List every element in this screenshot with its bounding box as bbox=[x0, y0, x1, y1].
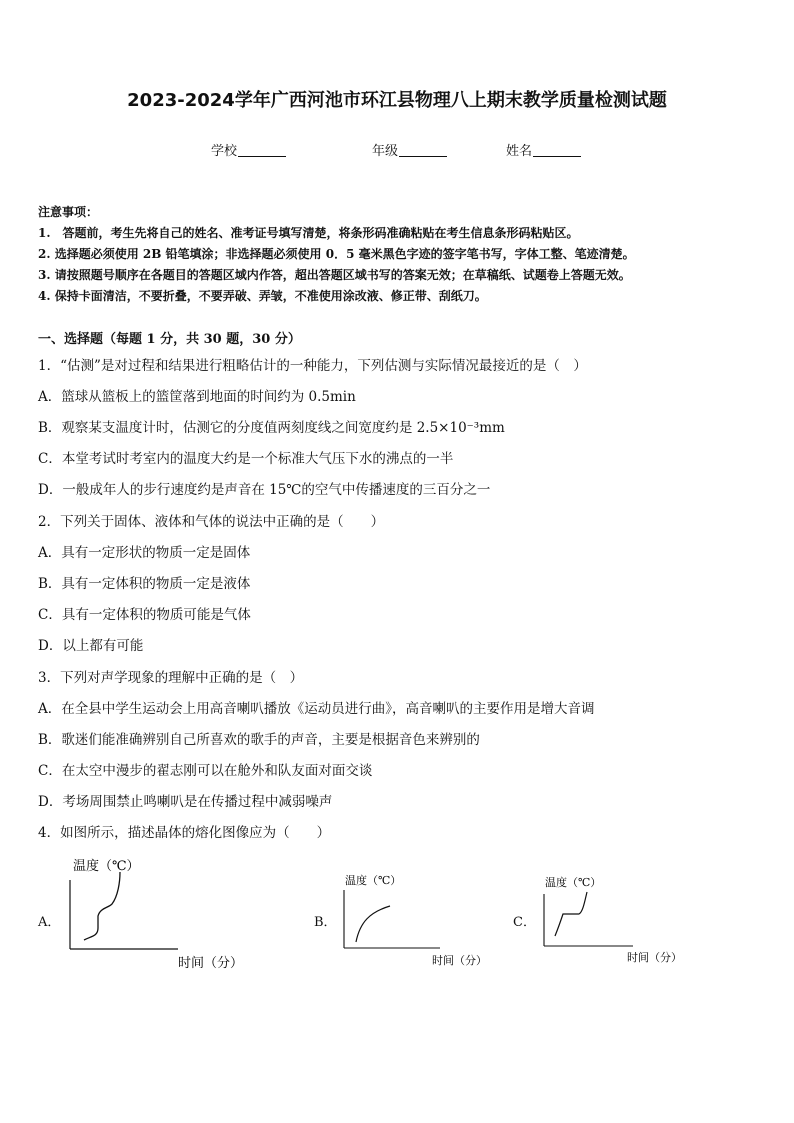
question-3-option-a: A．在全县中学生运动会上用高音喇叭播放《运动员进行曲》，高音喇叭的主要作用是增大音调 bbox=[38, 701, 595, 717]
graph-c-option: C． bbox=[513, 915, 536, 930]
question-1-option-d: D．一般成年人的步行速度约是声音在 15℃的空气中传播速度的三百分之一 bbox=[38, 482, 491, 498]
question-1-option-b: B．观察某支温度计时，估测它的分度值两刻度线之间宽度约是 2.5×10⁻³mm bbox=[38, 420, 505, 436]
question-3-option-b: B．歌迷们能准确辨别自己所喜欢的歌手的声音，主要是根据音色来辨别的 bbox=[38, 732, 480, 748]
graph-a-option: A． bbox=[38, 915, 61, 930]
name-label: 姓名 bbox=[506, 144, 533, 159]
grade-label: 年级 bbox=[372, 144, 399, 159]
notice-item: 3. 请按照题号顺序在各题目的答题区域内作答，超出答题区域书写的答案无效；在草稿纸、试题卷上答题无效。 bbox=[38, 268, 631, 282]
school-field bbox=[211, 140, 286, 159]
notice-item: 1. 答题前，考生先将自己的姓名、准考证号填写清楚，将条形码准确粘贴在考生信息条形码粘贴区。 bbox=[38, 226, 579, 240]
graph-b-xlabel: 时间（分） bbox=[432, 954, 487, 967]
question-3-option-d: D．考场周围禁止鸣喇叭是在传播过程中减弱噪声 bbox=[38, 794, 333, 810]
question-2-option-d: D．以上都有可能 bbox=[38, 638, 144, 654]
question-2-option-b: B．具有一定体积的物质一定是液体 bbox=[38, 576, 251, 592]
school-label: 学校 bbox=[211, 144, 238, 159]
question-1-option-c: C．本堂考试时考室内的温度大约是一个标准大气压下水的沸点的一半 bbox=[38, 451, 454, 467]
graph-c-ylabel: 温度（℃） bbox=[545, 876, 602, 889]
graph-c-xlabel: 时间（分） bbox=[627, 951, 682, 964]
graph-b bbox=[334, 870, 494, 970]
graph-a bbox=[60, 852, 260, 974]
question-4: 4．如图所示，描述晶体的熔化图像应为（ ） bbox=[38, 825, 331, 841]
question-2-option-c: C．具有一定体积的物质可能是气体 bbox=[38, 607, 251, 623]
grade-field bbox=[372, 140, 447, 159]
notice-item: 4. 保持卡面清洁，不要折叠，不要弄破、弄皱，不准使用涂改液、修正带、刮纸刀。 bbox=[38, 289, 487, 303]
graph-a-curve bbox=[84, 872, 120, 940]
notice-heading: 注意事项： bbox=[38, 205, 99, 219]
graph-a-ylabel: 温度（℃） bbox=[73, 859, 140, 874]
question-3: 3．下列对声学现象的理解中正确的是（ ） bbox=[38, 670, 304, 686]
question-3-option-c: C．在太空中漫步的翟志刚可以在舱外和队友面对面交谈 bbox=[38, 763, 373, 779]
graph-b-curve bbox=[356, 906, 390, 942]
notice-item: 2. 选择题必须使用 2B 铅笔填涂；非选择题必须使用 0．5 毫米黑色字迹的签字笔书写，字体工整、笔迹清楚。 bbox=[38, 247, 635, 261]
question-1-option-a: A．篮球从篮板上的篮筐落到地面的时间约为 0.5min bbox=[38, 389, 356, 405]
question-2-option-a: A．具有一定形状的物质一定是固体 bbox=[38, 545, 251, 561]
graph-b-option: B． bbox=[314, 915, 337, 930]
graph-c-curve bbox=[555, 892, 587, 936]
name-blank[interactable] bbox=[533, 144, 581, 157]
name-field bbox=[506, 140, 581, 159]
graph-c bbox=[535, 870, 695, 970]
grade-blank[interactable] bbox=[399, 144, 447, 157]
graph-b-ylabel: 温度（℃） bbox=[345, 874, 402, 887]
question-2: 2．下列关于固体、液体和气体的说法中正确的是（ ） bbox=[38, 514, 385, 530]
section-heading: 一、选择题（每题 1 分，共 30 题，30 分） bbox=[38, 332, 301, 347]
exam-title: 2023-2024学年广西河池市环江县物理八上期末教学质量检测试题 bbox=[127, 90, 667, 111]
school-blank[interactable] bbox=[238, 144, 286, 157]
question-1: 1．“估测”是对过程和结果进行粗略估计的一种能力，下列估测与实际情况最接近的是（ ） bbox=[38, 358, 587, 374]
graph-a-xlabel: 时间（分） bbox=[178, 956, 244, 971]
